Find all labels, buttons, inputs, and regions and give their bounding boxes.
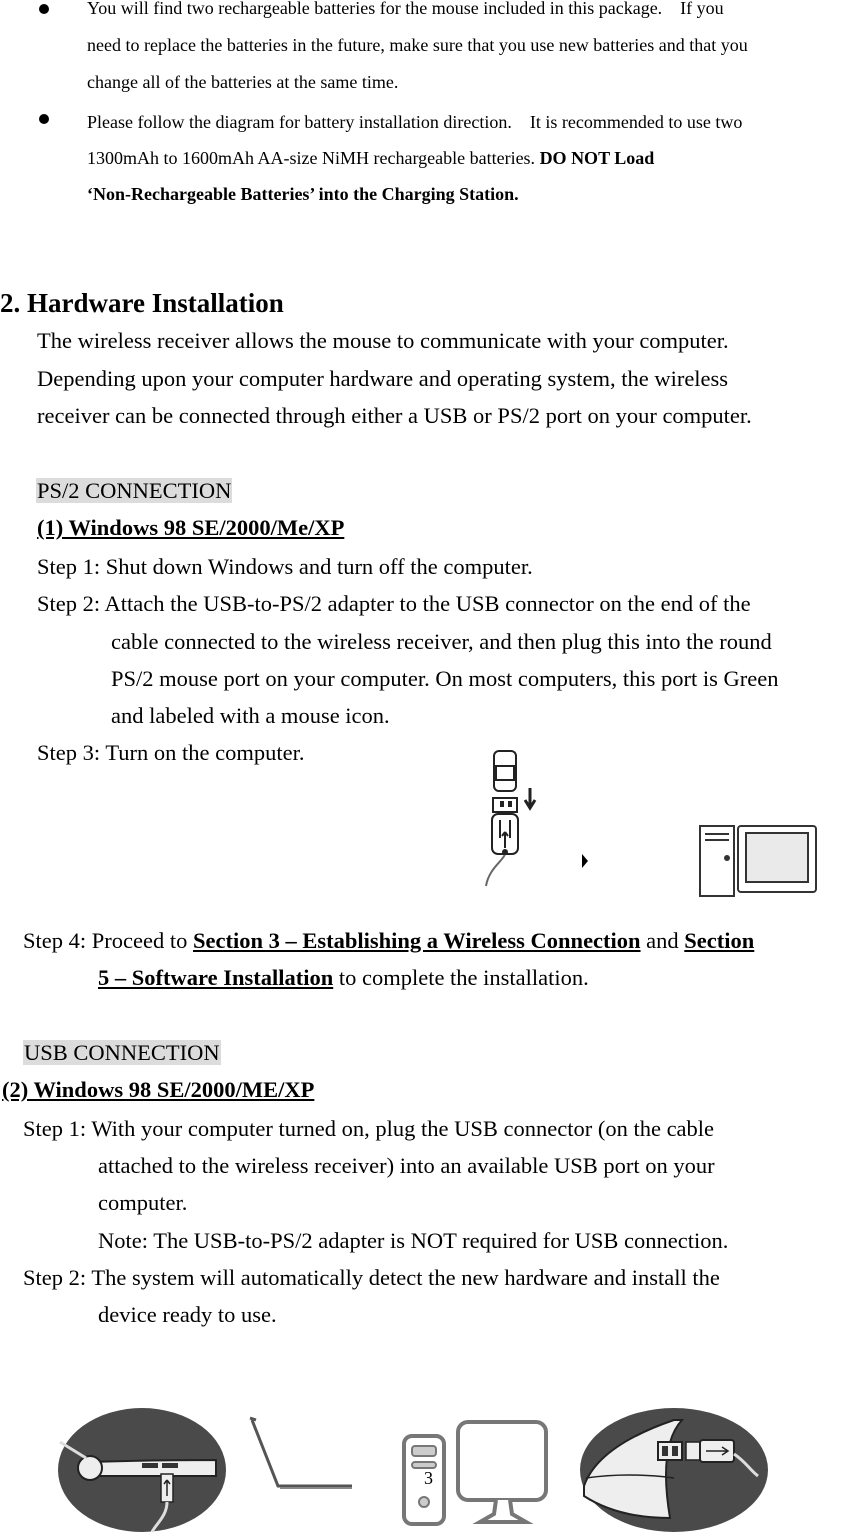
section-heading: 2. Hardware Installation <box>0 288 284 318</box>
bullet1-line2: need to replace the batteries in the future, make sure that you use new batteries and that you <box>87 35 748 55</box>
laptop-icon <box>248 1418 358 1498</box>
intro-line-3: receiver can be connected through either a USB or PS/2 port on your computer. <box>37 403 752 428</box>
ps2-step3: Step 3: Turn on the computer. <box>37 740 305 765</box>
usb-step2-line2: device ready to use. <box>98 1302 277 1327</box>
ps2-step2-line3: PS/2 mouse port on your computer. On most computers, this port is Green <box>111 666 779 691</box>
ps2-step4-line2: 5 – Software Installation to complete the installation. <box>98 965 589 990</box>
intro-line-1: The wireless receiver allows the mouse to communicate with your computer. <box>37 328 729 353</box>
usb-step1-line2: attached to the wireless receiver) into an available USB port on your <box>98 1153 715 1178</box>
bullet1-line1: You will find two rechargeable batteries for the mouse included in this package. If you <box>87 0 724 18</box>
bullet1-line3: change all of the batteries at the same time. <box>87 72 399 92</box>
bullet2-line2-plain: 1300mAh to 1600mAh AA-size NiMH rechargeable batteries. <box>87 148 540 168</box>
usb-step2-line1: Step 2: The system will automatically detect the new hardware and install the <box>23 1265 720 1290</box>
bullet2-line3: ‘Non-Rechargeable Batteries’ into the Charging Station. <box>87 184 519 204</box>
desktop-computer-icon <box>698 822 820 898</box>
bullet2-line2 <box>87 148 654 169</box>
bullet2-warning: DO NOT Load <box>539 148 655 168</box>
ps2-subheading: (1) Windows 98 SE/2000/Me/XP <box>37 515 345 540</box>
section5-link-part1[interactable]: Section <box>684 928 755 953</box>
desktop-usb-port-illustration <box>578 1406 770 1534</box>
usb-step1-note: Note: The USB-to-PS/2 adapter is NOT required for USB connection. <box>98 1228 729 1253</box>
ps2-step4-line1: Step 4: Proceed to Section 3 – Establishing a Wireless Connection and Section <box>23 928 755 953</box>
usb-step1-line1: Step 1: With your computer turned on, plug the USB connector (on the cable <box>23 1116 715 1141</box>
desktop-tower-monitor-icon <box>400 1418 550 1528</box>
bullet2-line1: Please follow the diagram for battery installation direction. It is recommended to use two <box>87 112 743 132</box>
arrow-right-icon <box>582 854 590 868</box>
usb-step1-line3: computer. <box>98 1190 188 1215</box>
section5-link-part2[interactable]: 5 – Software Installation <box>98 965 334 990</box>
laptop-usb-port-illustration <box>56 1406 228 1534</box>
ps2-step2-line1: Step 2: Attach the USB-to-PS/2 adapter to the USB connector on the end of the <box>37 591 751 616</box>
usb-subheading: (2) Windows 98 SE/2000/ME/XP <box>2 1077 315 1102</box>
usb-to-ps2-adapter-diagram <box>484 748 564 888</box>
section3-link[interactable]: Section 3 – Establishing a Wireless Connection <box>192 928 641 953</box>
ps2-step2-line4: and labeled with a mouse icon. <box>111 703 390 728</box>
intro-line-2: Depending upon your computer hardware and operating system, the wireless <box>37 366 729 391</box>
ps2-connection-label: PS/2 CONNECTION <box>37 478 232 503</box>
usb-connection-label: USB CONNECTION <box>24 1040 220 1065</box>
ps2-step1: Step 1: Shut down Windows and turn off the computer. <box>37 554 533 579</box>
page-number: 3 <box>424 1468 433 1488</box>
ps2-step2-line2: cable connected to the wireless receiver, and then plug this into the round <box>111 629 772 654</box>
bullet-icon <box>39 114 49 124</box>
bullet-icon <box>39 4 49 14</box>
